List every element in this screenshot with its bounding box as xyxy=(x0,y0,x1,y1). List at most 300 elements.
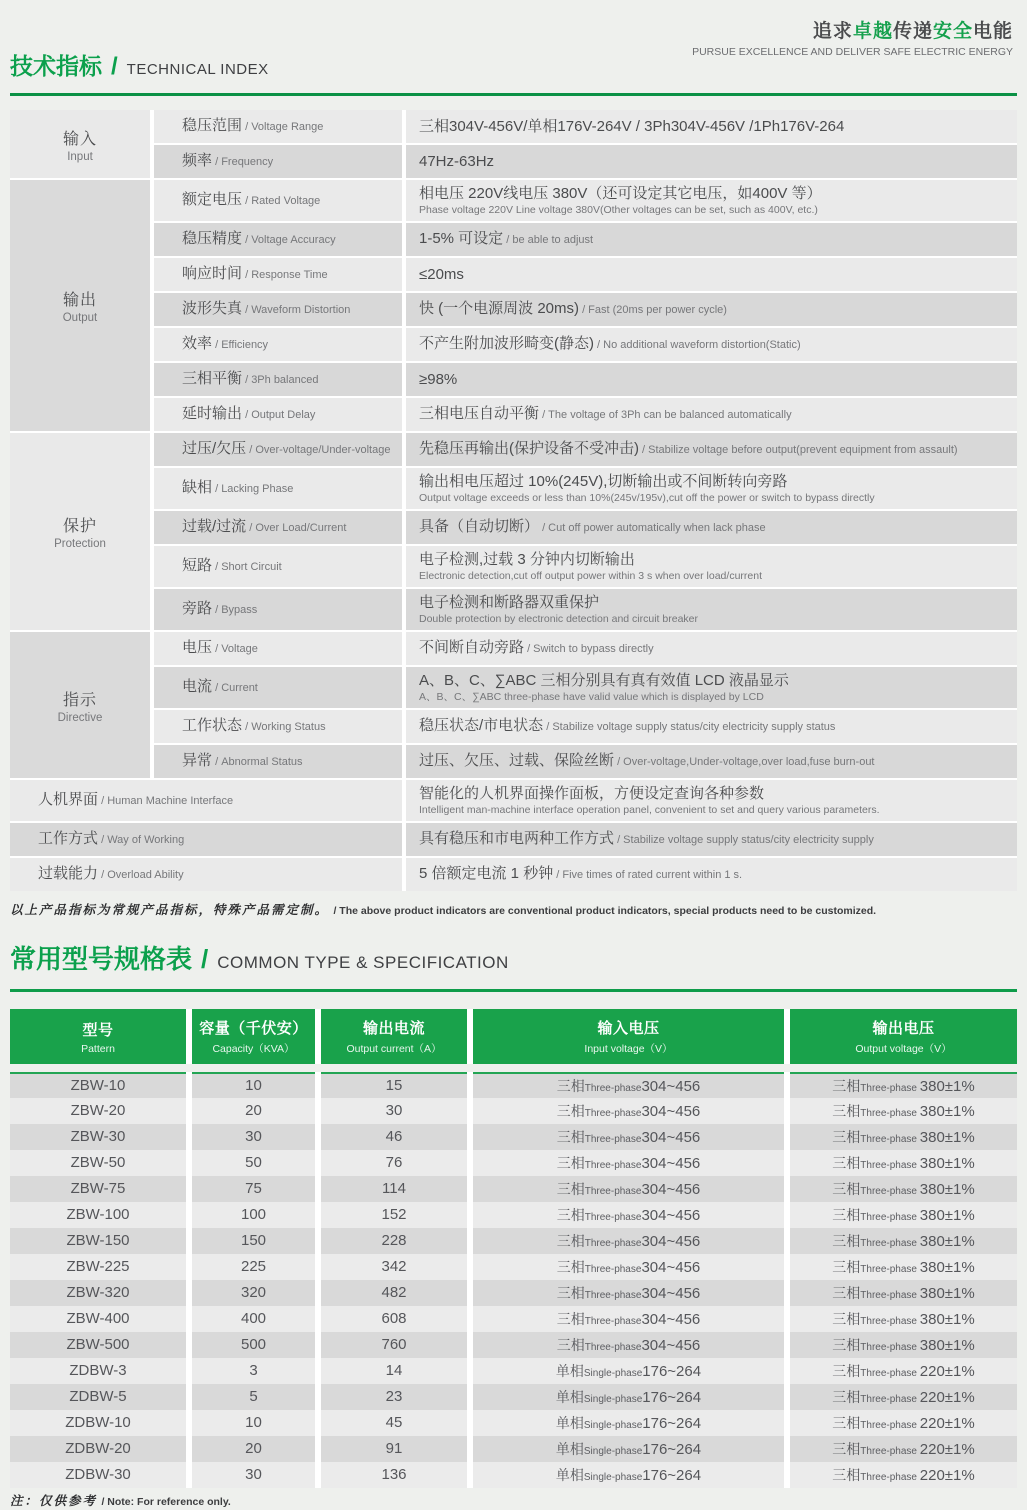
output-current-cell: 114 xyxy=(321,1176,467,1202)
group-label-en: Protection xyxy=(54,538,106,550)
model-cell: ZBW-225 xyxy=(10,1254,186,1280)
param-label-en: Response Time xyxy=(251,269,328,281)
spec-header-en: Capacity（KVA） xyxy=(212,1043,295,1055)
param-label-cn: 响应时间 xyxy=(182,265,243,282)
output-voltage-cell xyxy=(790,1254,1017,1280)
tech-value-cell xyxy=(406,589,1017,630)
param-label-sep: / xyxy=(242,195,252,207)
tech-value-cell xyxy=(406,180,1017,221)
phase-cn: 三相 xyxy=(556,1311,585,1327)
spec-header-cell xyxy=(192,1009,315,1064)
input-voltage-cell xyxy=(473,1072,784,1098)
tech-param-label xyxy=(182,265,402,284)
phase-cn: 三相 xyxy=(832,1285,861,1301)
tech-value-line xyxy=(419,335,1009,354)
tech-value-cell xyxy=(406,258,1017,291)
value-sub-en: Intelligent man-machine interface operation panel, convenient to set and query various parameters. xyxy=(419,804,880,816)
tech-param-cell xyxy=(154,589,402,630)
output-current-cell: 482 xyxy=(321,1280,467,1306)
tech-group-output xyxy=(10,180,150,431)
phase-cn: 三相 xyxy=(832,1181,861,1197)
value-main: 不间断自动旁路 xyxy=(419,639,525,656)
voltage-value: 304~456 xyxy=(641,1233,701,1250)
model-cell: ZBW-10 xyxy=(10,1072,186,1098)
tech-value-line xyxy=(419,371,1009,389)
group-label-en: Output xyxy=(62,312,98,324)
value-main: 47Hz-63Hz xyxy=(419,152,495,170)
value-main: 电子检测和断路器双重保护 xyxy=(419,594,600,611)
tech-value-line xyxy=(419,266,1009,284)
value-main: 先稳压再输出(保护设备不受冲击) xyxy=(419,440,639,457)
tech-value-line xyxy=(419,153,1009,171)
output-current-cell: 45 xyxy=(321,1410,467,1436)
tech-param-cell xyxy=(154,745,402,778)
output-voltage-cell xyxy=(790,1332,1017,1358)
spec-header-cell xyxy=(321,1009,467,1064)
phase-en: Three-phase xyxy=(860,1238,920,1249)
param-label-cn: 效率 xyxy=(182,335,213,352)
param-label-en: Way of Working xyxy=(107,834,185,846)
param-label-en: Voltage xyxy=(221,643,258,655)
tech-value-line xyxy=(419,518,1009,537)
phase-en: Three-phase xyxy=(584,1186,642,1197)
model-cell: ZBW-150 xyxy=(10,1228,186,1254)
phase-en: Three-phase xyxy=(584,1108,642,1119)
input-voltage-cell xyxy=(473,1254,784,1280)
value-inline-en: / No additional waveform distortion(Static) xyxy=(594,339,801,351)
slogan-seg: 电能 xyxy=(972,21,1013,42)
param-label-cn: 稳压范围 xyxy=(182,117,243,134)
phase-en: Single-phase xyxy=(583,1446,643,1457)
voltage-value: 304~456 xyxy=(641,1311,701,1328)
phase-en: Three-phase xyxy=(860,1472,920,1483)
value-main: 快 (一个电源周波 20ms) xyxy=(419,300,580,317)
param-label-sep: / xyxy=(242,121,252,133)
output-current-cell: 76 xyxy=(321,1150,467,1176)
slogan-seg-highlight: 卓越 xyxy=(852,21,893,42)
phase-cn: 三相 xyxy=(556,1285,585,1301)
capacity-cell: 5 xyxy=(192,1384,315,1410)
tech-param-label xyxy=(182,557,402,576)
phase-en: Single-phase xyxy=(583,1472,643,1483)
group-label-en: Directive xyxy=(57,711,103,724)
phase-cn: 三相 xyxy=(832,1337,861,1353)
input-voltage-cell xyxy=(473,1150,784,1176)
voltage-value: 380±1% xyxy=(919,1103,975,1120)
phase-cn: 单相 xyxy=(555,1441,584,1457)
value-sub-en: Phase voltage 220V Line voltage 380V(Other voltages can be set, such as 400V, etc.) xyxy=(419,204,818,216)
input-voltage-cell xyxy=(473,1280,784,1306)
capacity-cell: 10 xyxy=(192,1072,315,1098)
param-label-en: Frequency xyxy=(221,156,274,168)
output-voltage-cell xyxy=(790,1072,1017,1098)
model-cell: ZDBW-10 xyxy=(10,1410,186,1436)
phase-cn: 三相 xyxy=(832,1467,861,1483)
value-main: 具备（自动切断） xyxy=(419,518,540,535)
phase-en: Three-phase xyxy=(584,1290,642,1301)
param-label-cn: 延时输出 xyxy=(182,405,243,422)
tech-value-line xyxy=(419,440,1009,459)
spec-header-en: Input voltage（V） xyxy=(584,1043,673,1055)
spec-header-cn: 型号 xyxy=(82,1021,114,1039)
input-voltage-cell xyxy=(473,1228,784,1254)
value-main: 输出相电压超过 10%(245V),切断输出或不间断转向旁路 xyxy=(419,473,788,490)
value-main: 电子检测,过载 3 分钟内切断输出 xyxy=(419,551,635,568)
tech-value-cell xyxy=(406,145,1017,178)
capacity-cell: 75 xyxy=(192,1176,315,1202)
tech-param-label xyxy=(182,678,402,697)
model-cell: ZBW-20 xyxy=(10,1098,186,1124)
phase-cn: 三相 xyxy=(556,1129,585,1145)
output-current-cell: 46 xyxy=(321,1124,467,1150)
output-voltage-cell xyxy=(790,1150,1017,1176)
value-main: 具有稳压和市电两种工作方式 xyxy=(419,830,615,847)
value-sub-en: A、B、C、∑ABC three-phase have valid value which is displayed by LCD xyxy=(419,691,764,703)
tech-param-cell xyxy=(154,258,402,291)
voltage-value: 380±1% xyxy=(919,1285,975,1302)
output-voltage-cell xyxy=(790,1358,1017,1384)
tech-value-line xyxy=(419,752,1009,771)
output-voltage-cell xyxy=(790,1384,1017,1410)
tech-param-cell xyxy=(154,293,402,326)
tech-value-line xyxy=(419,473,1009,491)
input-voltage-cell xyxy=(473,1202,784,1228)
param-label-en: Output Delay xyxy=(251,409,316,421)
phase-cn: 单相 xyxy=(555,1467,584,1483)
tech-param-cell xyxy=(10,823,402,856)
spec-header-cn: 输出电流 xyxy=(362,1020,425,1037)
phase-en: Three-phase xyxy=(584,1160,642,1171)
output-current-cell: 608 xyxy=(321,1306,467,1332)
value-inline-en: / Fast (20ms per power cycle) xyxy=(579,304,727,316)
phase-en: Single-phase xyxy=(583,1394,643,1405)
tech-param-label xyxy=(182,335,402,354)
phase-cn: 三相 xyxy=(832,1441,861,1457)
output-voltage-cell xyxy=(790,1228,1017,1254)
phase-cn: 三相 xyxy=(832,1078,861,1094)
output-voltage-cell xyxy=(790,1306,1017,1332)
phase-cn: 三相 xyxy=(832,1311,861,1327)
capacity-cell: 150 xyxy=(192,1228,315,1254)
tech-param-label xyxy=(182,117,402,136)
tech-param-cell xyxy=(154,632,402,665)
param-label-en: Rated Voltage xyxy=(251,195,321,207)
voltage-value: 176~264 xyxy=(642,1467,702,1484)
model-cell: ZDBW-20 xyxy=(10,1436,186,1462)
tech-group-input xyxy=(10,110,150,178)
param-label-cn: 工作状态 xyxy=(182,717,243,734)
voltage-value: 380±1% xyxy=(919,1337,975,1354)
param-label-en: Over Load/Current xyxy=(255,522,347,534)
phase-en: Three-phase xyxy=(860,1394,920,1405)
slogan-line-en: PURSUE EXCELLENCE AND DELIVER SAFE ELECTRIC ENERGY xyxy=(692,46,1013,58)
input-voltage-cell xyxy=(473,1358,784,1384)
param-label-cn: 旁路 xyxy=(182,600,213,617)
tech-param-label xyxy=(182,300,402,319)
tech-value-line xyxy=(419,551,1009,569)
value-inline-en: / Over-voltage,Under-voltage,over load,fuse burn-out xyxy=(614,756,875,768)
tech-param-cell xyxy=(154,433,402,466)
common-title-rule xyxy=(10,989,1017,992)
phase-en: Three-phase xyxy=(860,1368,920,1379)
param-label-en: Over-voltage/Under-voltage xyxy=(255,444,391,456)
param-label-cn: 电流 xyxy=(182,678,213,695)
tech-param-label xyxy=(38,830,402,849)
spec-table-body xyxy=(10,1072,1017,1488)
voltage-value: 220±1% xyxy=(919,1441,975,1458)
voltage-value: 220±1% xyxy=(919,1389,975,1406)
phase-en: Single-phase xyxy=(583,1368,643,1379)
common-title-cn: 常用型号规格表 xyxy=(10,944,193,974)
tech-value-cell xyxy=(406,632,1017,665)
tech-value-line xyxy=(419,717,1009,736)
param-label-sep: / xyxy=(212,682,222,694)
phase-en: Three-phase xyxy=(584,1342,642,1353)
tech-value-cell xyxy=(406,328,1017,361)
phase-en: Three-phase xyxy=(860,1264,920,1275)
tech-value-line xyxy=(419,865,1009,884)
tech-value-line xyxy=(419,672,1009,690)
phase-en: Three-phase xyxy=(860,1212,920,1223)
slogan-seg-highlight: 安全 xyxy=(932,21,973,42)
value-main: 相电压 220V线电压 380V（还可设定其它电压，如400V 等） xyxy=(419,185,822,202)
model-cell: ZBW-400 xyxy=(10,1306,186,1332)
output-current-cell: 15 xyxy=(321,1072,467,1098)
phase-en: Three-phase xyxy=(860,1342,920,1353)
param-label-sep: / xyxy=(98,869,108,881)
tech-index-table xyxy=(10,110,1017,891)
tech-param-cell xyxy=(154,511,402,544)
phase-en: Three-phase xyxy=(584,1264,642,1275)
output-voltage-cell xyxy=(790,1098,1017,1124)
phase-en: Three-phase xyxy=(860,1316,920,1327)
voltage-value: 176~264 xyxy=(642,1363,702,1380)
phase-cn: 三相 xyxy=(556,1207,585,1223)
tech-param-label xyxy=(182,405,402,424)
param-label-sep: / xyxy=(242,409,252,421)
voltage-value: 380±1% xyxy=(919,1155,975,1172)
tech-value-cell xyxy=(406,398,1017,431)
spec-header-en: Output current（A） xyxy=(346,1043,442,1055)
output-voltage-cell xyxy=(790,1462,1017,1488)
model-cell: ZBW-100 xyxy=(10,1202,186,1228)
phase-en: Three-phase xyxy=(860,1420,920,1431)
param-label-en: Working Status xyxy=(251,721,326,733)
tech-value-line xyxy=(419,594,1009,612)
param-label-cn: 三相平衡 xyxy=(182,370,243,387)
param-label-sep: / xyxy=(212,643,222,655)
param-label-en: Bypass xyxy=(221,604,258,616)
tech-note-cn: 以上产品指标为常规产品指标，特殊产品需定制。 xyxy=(10,903,330,917)
param-label-en: 3Ph balanced xyxy=(251,374,319,386)
tech-param-label xyxy=(182,230,402,249)
input-voltage-cell xyxy=(473,1332,784,1358)
input-voltage-cell xyxy=(473,1436,784,1462)
value-sub-en: Double protection by electronic detection and circuit breaker xyxy=(419,613,698,625)
param-label-en: Current xyxy=(221,682,258,694)
phase-cn: 三相 xyxy=(832,1233,861,1249)
capacity-cell: 20 xyxy=(192,1436,315,1462)
param-label-en: Human Machine Interface xyxy=(107,795,234,807)
param-label-en: Lacking Phase xyxy=(221,483,294,495)
phase-en: Single-phase xyxy=(583,1420,643,1431)
capacity-cell: 50 xyxy=(192,1150,315,1176)
phase-cn: 三相 xyxy=(832,1103,861,1119)
phase-cn: 三相 xyxy=(556,1181,585,1197)
value-sub-en: Electronic detection,cut off output power within 3 s when over load/current xyxy=(419,570,762,582)
capacity-cell: 100 xyxy=(192,1202,315,1228)
voltage-value: 304~456 xyxy=(641,1181,701,1198)
phase-cn: 单相 xyxy=(555,1363,584,1379)
param-label-cn: 过压/欠压 xyxy=(182,440,247,457)
group-label-en: Input xyxy=(67,150,93,163)
phase-en: Three-phase xyxy=(860,1083,920,1094)
phase-cn: 单相 xyxy=(555,1415,584,1431)
param-label-sep: / xyxy=(242,269,252,281)
value-main: 智能化的人机界面操作面板，方便设定查询各种参数 xyxy=(419,785,765,802)
brand-slogan xyxy=(692,16,1013,58)
tech-param-cell xyxy=(154,546,402,587)
phase-cn: 三相 xyxy=(556,1078,585,1094)
param-label-en: Voltage Accuracy xyxy=(251,234,336,246)
spec-header-cn: 输出电压 xyxy=(872,1020,935,1037)
output-current-cell: 760 xyxy=(321,1332,467,1358)
value-main: 不产生附加波形畸变(静态) xyxy=(419,335,594,352)
param-label-sep: / xyxy=(212,756,222,768)
value-main: ≤20ms xyxy=(419,265,464,283)
tech-value-line xyxy=(419,185,1009,203)
value-inline-en: / The voltage of 3Ph can be balanced automatically xyxy=(539,409,792,421)
input-voltage-cell xyxy=(473,1176,784,1202)
param-label-cn: 过载能力 xyxy=(38,865,99,882)
voltage-value: 380±1% xyxy=(919,1129,975,1146)
phase-cn: 三相 xyxy=(832,1363,861,1379)
tech-value-line xyxy=(419,785,1009,803)
capacity-cell: 3 xyxy=(192,1358,315,1384)
param-label-sep: / xyxy=(242,304,252,316)
model-cell: ZBW-50 xyxy=(10,1150,186,1176)
param-label-sep: / xyxy=(246,444,256,456)
tech-param-cell xyxy=(154,328,402,361)
tech-value-line xyxy=(419,230,1009,249)
tech-group-directive xyxy=(10,632,150,778)
value-inline-en: / Stabilize voltage before output(prevent equipment from assault) xyxy=(639,444,958,456)
slogan-seg: 追求 xyxy=(812,21,853,42)
output-voltage-cell xyxy=(790,1176,1017,1202)
param-label-cn: 短路 xyxy=(182,557,213,574)
tech-param-label xyxy=(182,191,402,210)
param-label-sep: / xyxy=(212,339,222,351)
spec-header-cell xyxy=(790,1009,1017,1064)
value-main: 三相304V-456V/单相176V-264V / 3Ph304V-456V /1Ph176V-264 xyxy=(419,117,845,135)
param-label-cn: 电压 xyxy=(182,639,213,656)
phase-en: Three-phase xyxy=(860,1160,920,1171)
output-current-cell: 136 xyxy=(321,1462,467,1488)
spec-table-header xyxy=(10,1009,1017,1064)
tech-value-cell xyxy=(406,468,1017,509)
output-current-cell: 228 xyxy=(321,1228,467,1254)
voltage-value: 304~456 xyxy=(641,1285,701,1302)
input-voltage-cell xyxy=(473,1384,784,1410)
phase-cn: 三相 xyxy=(556,1259,585,1275)
model-cell: ZBW-500 xyxy=(10,1332,186,1358)
voltage-value: 304~456 xyxy=(641,1078,701,1095)
output-current-cell: 342 xyxy=(321,1254,467,1280)
tech-value-cell xyxy=(406,433,1017,466)
footer-note-cn: 注：仅供参考 xyxy=(10,1494,98,1508)
param-label-cn: 过载/过流 xyxy=(182,518,247,535)
phase-cn: 三相 xyxy=(832,1207,861,1223)
tech-value-line xyxy=(419,405,1009,424)
value-main: 三相电压自动平衡 xyxy=(419,405,540,422)
voltage-value: 304~456 xyxy=(641,1207,701,1224)
param-label-sep: / xyxy=(98,834,108,846)
voltage-value: 304~456 xyxy=(641,1155,701,1172)
param-label-sep: / xyxy=(242,234,252,246)
phase-cn: 单相 xyxy=(555,1389,584,1405)
param-label-en: Efficiency xyxy=(221,339,269,351)
param-label-cn: 工作方式 xyxy=(38,830,99,847)
voltage-value: 380±1% xyxy=(919,1311,975,1328)
param-label-en: Abnormal Status xyxy=(221,756,303,768)
voltage-value: 380±1% xyxy=(919,1181,975,1198)
output-voltage-cell xyxy=(790,1280,1017,1306)
param-label-en: Short Circuit xyxy=(221,561,282,573)
tech-value-cell xyxy=(406,546,1017,587)
spec-header-cell xyxy=(473,1009,784,1064)
tech-param-label xyxy=(182,479,402,498)
tech-param-cell xyxy=(154,398,402,431)
output-voltage-cell xyxy=(790,1410,1017,1436)
voltage-value: 304~456 xyxy=(641,1259,701,1276)
input-voltage-cell xyxy=(473,1098,784,1124)
spec-header-en: Pattern xyxy=(81,1042,115,1055)
output-voltage-cell xyxy=(790,1124,1017,1150)
spec-header-cn: 输入电压 xyxy=(597,1020,660,1037)
group-label-cn: 指示 xyxy=(62,691,97,709)
input-voltage-cell xyxy=(473,1462,784,1488)
spec-header-cn: 容量（千伏安） xyxy=(199,1020,308,1037)
phase-en: Three-phase xyxy=(860,1446,920,1457)
tech-param-cell xyxy=(154,710,402,743)
param-label-cn: 异常 xyxy=(182,752,213,769)
spec-header-en: Output voltage（V） xyxy=(855,1043,952,1055)
tech-value-cell xyxy=(406,823,1017,856)
tech-param-label xyxy=(182,518,402,537)
tech-value-cell xyxy=(406,293,1017,326)
phase-en: Three-phase xyxy=(584,1316,642,1327)
tech-value-cell xyxy=(406,667,1017,708)
tech-title-cn: 技术指标 xyxy=(10,53,102,79)
title-slash: / xyxy=(111,53,118,80)
phase-cn: 三相 xyxy=(832,1129,861,1145)
tech-param-label xyxy=(182,370,402,389)
tech-param-cell xyxy=(154,145,402,178)
tech-param-label xyxy=(38,865,402,884)
param-label-sep: / xyxy=(212,483,222,495)
value-inline-en: / Switch to bypass directly xyxy=(524,643,654,655)
tech-param-label xyxy=(182,440,402,459)
tech-value-line xyxy=(419,830,1009,849)
tech-title-en: TECHNICAL INDEX xyxy=(126,61,269,78)
param-label-sep: / xyxy=(212,604,222,616)
output-current-cell: 91 xyxy=(321,1436,467,1462)
group-label-cn: 输入 xyxy=(62,130,97,148)
tech-param-cell xyxy=(10,858,402,891)
group-label-cn: 保护 xyxy=(62,518,97,535)
tech-value-line xyxy=(419,118,1009,136)
tech-param-cell xyxy=(154,667,402,708)
